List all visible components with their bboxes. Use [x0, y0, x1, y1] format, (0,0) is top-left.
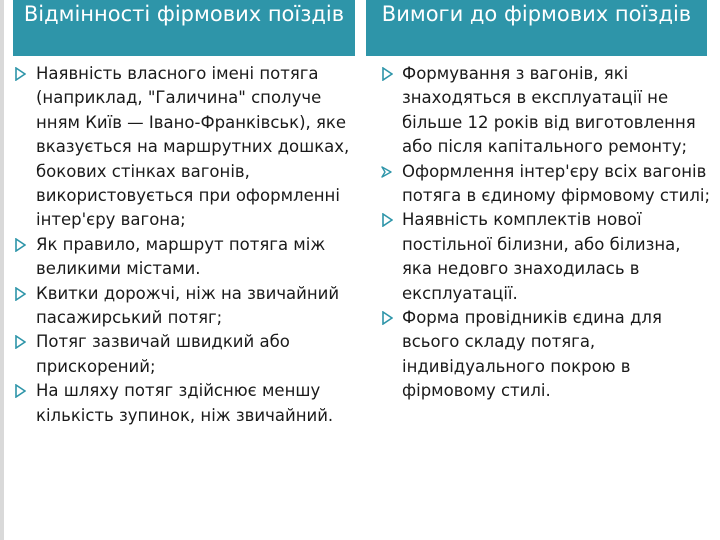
list-item-text: Потяг зазвичай швидкий або прискорений;: [36, 332, 290, 376]
list-item-text: Наявність комплектів нової постільної білизни, або білизна, яка недовго знаходилась в експлуатації.: [402, 210, 681, 303]
list-item: [14, 330, 362, 379]
right-bullet-list: [381, 62, 711, 404]
list-item-text: Форма провідників єдина для всього складу потяга, індивідуального покрою в фірмовому стилі.: [402, 308, 662, 401]
list-item-text: Наявність власного імені потяга (наприклад, "Галичина" сполуче нням Київ — Івано-Франківськ), яке вказується на маршрутних дошках, бокових стінках вагонів, використовується при оформленні інтер'єру вагона;: [36, 64, 350, 230]
right-header-text: Вимоги до фірмових поїздів: [381, 2, 692, 26]
triangle-right-icon: [14, 384, 26, 398]
list-item: [14, 233, 362, 282]
triangle-right-icon: [14, 287, 26, 301]
list-item: [381, 62, 711, 160]
triangle-right-icon: [381, 311, 393, 325]
triangle-right-icon: [381, 67, 393, 81]
list-item-text: Формування з вагонів, які знаходяться в експлуатації не більше 12 років від виготовлення або після капітального ремонту;: [402, 64, 696, 157]
list-item: [381, 306, 711, 404]
list-item-text: Як правило, маршрут потяга між великими містами.: [36, 234, 326, 279]
list-item: [381, 160, 711, 209]
list-item: [14, 62, 362, 233]
list-item: [14, 282, 362, 331]
triangle-right-icon: [381, 213, 393, 227]
slide-frame-edge: [0, 0, 4, 540]
right-column-header: [366, 0, 707, 56]
list-item-text: Оформлення інтер'єру всіх вагонів потяга в єдиному фірмовому стилі;: [402, 161, 711, 206]
list-item-text: Квитки дорожчі, ніж на звичайний пасажирський потяг;: [36, 283, 340, 328]
triangle-right-icon: [14, 67, 26, 81]
list-item: [14, 379, 362, 428]
left-bullet-list: [14, 62, 362, 428]
left-column-header: [13, 0, 355, 56]
triangle-right-icon: [14, 238, 26, 252]
arrowhead-right-icon: [381, 165, 393, 179]
left-header-text: Відмінності фірмових поїздів: [23, 2, 345, 26]
triangle-right-icon: [14, 335, 26, 349]
list-item-text: На шляху потяг здійснює меншу кількість зупинок, ніж звичайний.: [36, 381, 334, 425]
list-item: [381, 208, 711, 306]
